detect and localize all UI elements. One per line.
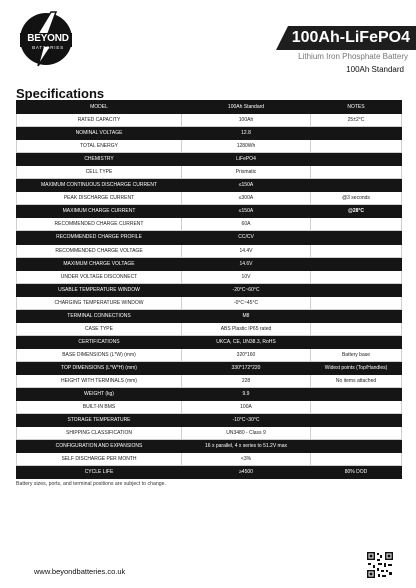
spec-value: 330*172*220 — [182, 361, 311, 374]
spec-value: M8 — [182, 309, 311, 322]
spec-label: RECOMMENDED CHARGE PROFILE — [17, 231, 182, 244]
spec-label: TOTAL ENERGY — [17, 140, 182, 153]
footnote: Battery sizes, ports, and terminal positions are subject to change. — [16, 481, 166, 487]
spec-note: No items attached — [311, 374, 402, 387]
spec-value: 9.9 — [182, 388, 311, 401]
spec-value: 320*160 — [182, 348, 311, 361]
spec-note — [311, 453, 402, 466]
spec-label: WEIGHT (kg) — [17, 388, 182, 401]
table-row — [17, 361, 402, 374]
table-row — [17, 296, 402, 309]
spec-note: 80% DOD — [311, 466, 402, 479]
spec-value: -0°C~45°C — [182, 296, 311, 309]
specifications-table — [16, 100, 402, 479]
spec-note — [311, 140, 402, 153]
table-row — [17, 309, 402, 322]
spec-value: ≤300A — [182, 192, 311, 205]
product-title: 100Ah-LiFePO4 — [291, 29, 410, 46]
table-row — [17, 374, 402, 387]
spec-note — [311, 231, 402, 244]
spec-note — [311, 414, 402, 427]
spec-label: MAXIMUM CHARGE CURRENT — [17, 205, 182, 218]
spec-value: -10°C~30°C — [182, 414, 311, 427]
spec-label: CELL TYPE — [17, 166, 182, 179]
table-row — [17, 101, 402, 114]
spec-label: CYCLE LIFE — [17, 466, 182, 479]
spec-label: SELF DISCHARGE PER MONTH — [17, 453, 182, 466]
table-row — [17, 427, 402, 440]
spec-value: LiFePO4 — [182, 153, 311, 166]
spec-label: UNDER VOLTAGE DISCONNECT — [17, 270, 182, 283]
spec-note — [311, 388, 402, 401]
table-row — [17, 114, 402, 127]
spec-note: Widest points (Top/Handles) — [311, 361, 402, 374]
table-row — [17, 335, 402, 348]
spec-value: UKCA, CE, UN38.3, RoHS — [182, 335, 311, 348]
spec-value: 100Ah Standard — [182, 101, 311, 114]
qr-code-icon[interactable] — [366, 551, 394, 579]
spec-label: BASE DIMENSIONS (L*W) (mm) — [17, 348, 182, 361]
table-row — [17, 218, 402, 231]
table-row — [17, 401, 402, 414]
spec-label: NOMINAL VOLTAGE — [17, 127, 182, 140]
table-row — [17, 140, 402, 153]
spec-label: MAXIMUM CHARGE VOLTAGE — [17, 257, 182, 270]
table-row — [17, 244, 402, 257]
table-row — [17, 166, 402, 179]
spec-value: 1280Wh — [182, 140, 311, 153]
spec-label: RATED CAPACITY — [17, 114, 182, 127]
spec-label: CHARGING TEMPERATURE WINDOW — [17, 296, 182, 309]
logo-wordmark: BEYOND — [27, 33, 69, 44]
spec-label: BUILT-IN BMS — [17, 401, 182, 414]
specifications-heading: Specifications — [16, 86, 105, 101]
spec-note: @28°C — [311, 205, 402, 218]
spec-value: -20°C~60°C — [182, 283, 311, 296]
spec-value: ≤150A — [182, 205, 311, 218]
spec-label: CONFIGURATION AND EXPANSIONS — [17, 440, 182, 453]
website-link[interactable]: www.beyondbatteries.co.uk — [34, 567, 126, 576]
spec-value: 14.6V — [182, 257, 311, 270]
spec-value: ≥4500 — [182, 466, 311, 479]
spec-value: ≤150A — [182, 179, 311, 192]
spec-note: @3 seconds — [311, 192, 402, 205]
spec-note — [311, 401, 402, 414]
spec-label: RECOMMENDED CHARGE VOLTAGE — [17, 244, 182, 257]
spec-note — [311, 427, 402, 440]
spec-note — [311, 153, 402, 166]
spec-note — [311, 244, 402, 257]
spec-value: 16 x parallel, 4 x series to 51.2V max — [182, 440, 311, 453]
spec-note — [311, 322, 402, 335]
spec-note — [311, 440, 402, 453]
table-row — [17, 153, 402, 166]
spec-label: USABLE TEMPERATURE WINDOW — [17, 283, 182, 296]
spec-value: 14.4V — [182, 244, 311, 257]
spec-note: Battery base — [311, 348, 402, 361]
table-row — [17, 322, 402, 335]
table-row — [17, 466, 402, 479]
spec-label: PEAK DISCHARGE CURRENT — [17, 192, 182, 205]
table-row — [17, 453, 402, 466]
table-row — [17, 192, 402, 205]
spec-note — [311, 166, 402, 179]
table-row — [17, 388, 402, 401]
table-row — [17, 270, 402, 283]
spec-note — [311, 296, 402, 309]
spec-label: TOP DIMENSIONS (L*W*H) (mm) — [17, 361, 182, 374]
logo-subwordmark: BATTERIES — [32, 45, 64, 50]
spec-note: 25±2°C — [311, 114, 402, 127]
spec-value: ABS Plastic IP65 rated — [182, 322, 311, 335]
spec-label: STORAGE TEMPERATURE — [17, 414, 182, 427]
spec-value: 228 — [182, 374, 311, 387]
spec-label: SHIPPING CLASSIFICATION — [17, 427, 182, 440]
spec-value: CC/CV — [182, 231, 311, 244]
spec-label: MODEL — [17, 101, 182, 114]
spec-value: 10V — [182, 270, 311, 283]
table-row — [17, 257, 402, 270]
spec-label: HEIGHT WITH TERMINALS (mm) — [17, 374, 182, 387]
table-row — [17, 179, 402, 192]
table-row — [17, 283, 402, 296]
spec-value: 60A — [182, 218, 311, 231]
spec-note — [311, 309, 402, 322]
spec-label: RECOMMENDED CHARGE CURRENT — [17, 218, 182, 231]
spec-note — [311, 270, 402, 283]
spec-value: 100A — [182, 401, 311, 414]
table-row — [17, 231, 402, 244]
spec-note — [311, 335, 402, 348]
spec-value: UN3480 - Class 9 — [182, 427, 311, 440]
spec-note — [311, 218, 402, 231]
spec-value: 100Ah — [182, 114, 311, 127]
product-standard: 100Ah Standard — [346, 65, 404, 74]
spec-label: MAXIMUM CONTINUOUS DISCHARGE CURRENT — [17, 179, 182, 192]
spec-note: NOTES — [311, 101, 402, 114]
spec-value: Prismatic — [182, 166, 311, 179]
table-row — [17, 127, 402, 140]
spec-note — [311, 283, 402, 296]
product-subtitle: Lithium Iron Phosphate Battery — [298, 52, 408, 61]
spec-note — [311, 257, 402, 270]
table-row — [17, 205, 402, 218]
spec-label: CHEMISTRY — [17, 153, 182, 166]
spec-value: <3% — [182, 453, 311, 466]
table-row — [17, 348, 402, 361]
spec-label: CASE TYPE — [17, 322, 182, 335]
spec-note — [311, 179, 402, 192]
table-row — [17, 440, 402, 453]
table-row — [17, 414, 402, 427]
spec-value: 12.8 — [182, 127, 311, 140]
spec-note — [311, 127, 402, 140]
spec-label: CERTIFICATIONS — [17, 335, 182, 348]
spec-label: TERMINAL CONNECTIONS — [17, 309, 182, 322]
